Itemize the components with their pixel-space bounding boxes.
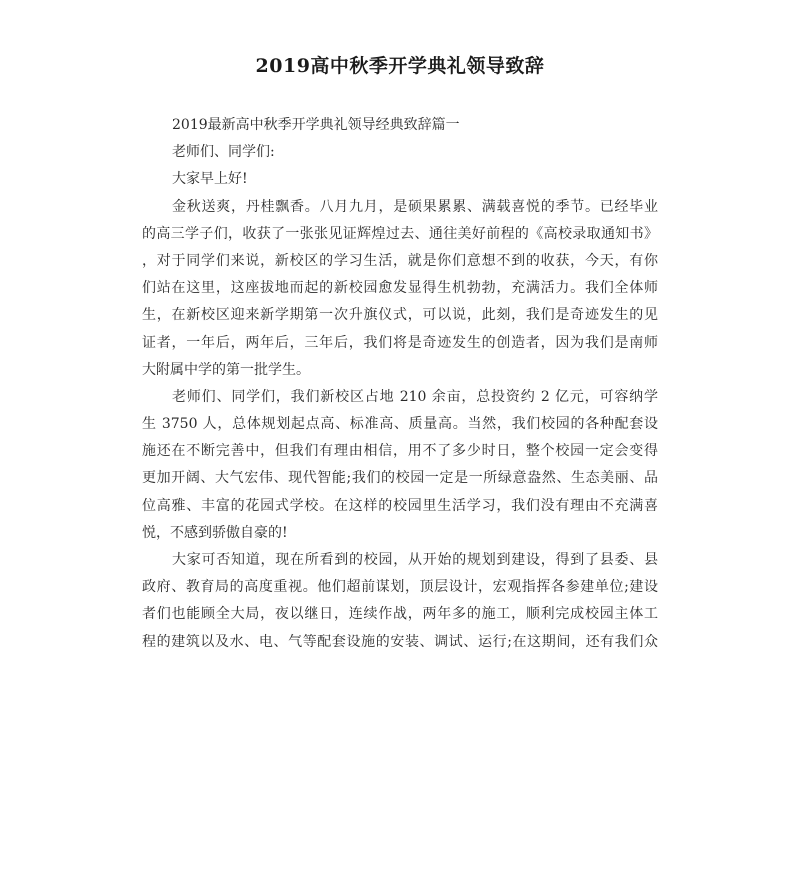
paragraph-line: 证者，一年后，两年后，三年后，我们将是奇迹发生的创造者，因为我们是南师 [142, 334, 658, 351]
paragraph-line: ，对于同学们来说，新校区的学习生活，就是你们意想不到的收获，今天，有你 [142, 252, 658, 269]
paragraph-line: 政府、教育局的高度重视。他们超前谋划，顶层设计，宏观指挥各参建单位;建设 [142, 579, 658, 596]
paragraph-line: 大附属中学的第一批学生。 [142, 361, 310, 378]
paragraph-line: 老师们、同学们，我们新校区占地 210 余亩，总投资约 2 亿元，可容纳学 [172, 388, 658, 405]
paragraph-line: 生，在新校区迎来新学期第一次升旗仪式，可以说，此刻，我们是奇迹发生的见 [142, 307, 658, 324]
paragraph-line: 们站在这里，这座拔地而起的新校园愈发显得生机勃勃，充满活力。我们全体师 [142, 280, 658, 297]
paragraph-line: 悦，不感到骄傲自豪的! [142, 524, 288, 541]
paragraph-line: 更加开阔、大气宏伟、现代智能;我们的校园一定是一所绿意盎然、生态美丽、品 [142, 470, 658, 487]
paragraph-line: 的高三学子们，收获了一张张见证辉煌过去、通往美好前程的《高校录取通知书》 [142, 225, 658, 242]
paragraph-line: 施还在不断完善中，但我们有理由相信，用不了多少时日，整个校园一定会变得 [142, 443, 658, 460]
greeting-line: 老师们、同学们: [172, 144, 275, 161]
document-title: 2019高中秋季开学典礼领导致辞 [255, 55, 545, 77]
paragraph-line: 金秋送爽，丹桂飘香。八月九月，是硕果累累、满载喜悦的季节。已经毕业 [172, 198, 658, 215]
paragraph-line: 者们也能顾全大局，夜以继日，连续作战，两年多的施工，顺利完成校园主体工 [142, 606, 658, 623]
greeting-line: 大家早上好! [172, 171, 248, 188]
paragraph-line: 生 3750 人，总体规划起点高、标准高、质量高。当然，我们校园的各种配套设 [142, 416, 658, 433]
document-body [142, 112, 658, 656]
paragraph-line: 位高雅、丰富的花园式学校。在这样的校园里生活学习，我们没有理由不充满喜 [142, 497, 658, 514]
subtitle-line: 2019最新高中秋季开学典礼领导经典致辞篇一 [172, 117, 460, 133]
paragraph-line: 程的建筑以及水、电、气等配套设施的安装、调试、运行;在这期间，还有我们众 [142, 633, 658, 650]
paragraph-line: 大家可否知道，现在所看到的校园，从开始的规划到建设，得到了县委、县 [172, 552, 658, 568]
